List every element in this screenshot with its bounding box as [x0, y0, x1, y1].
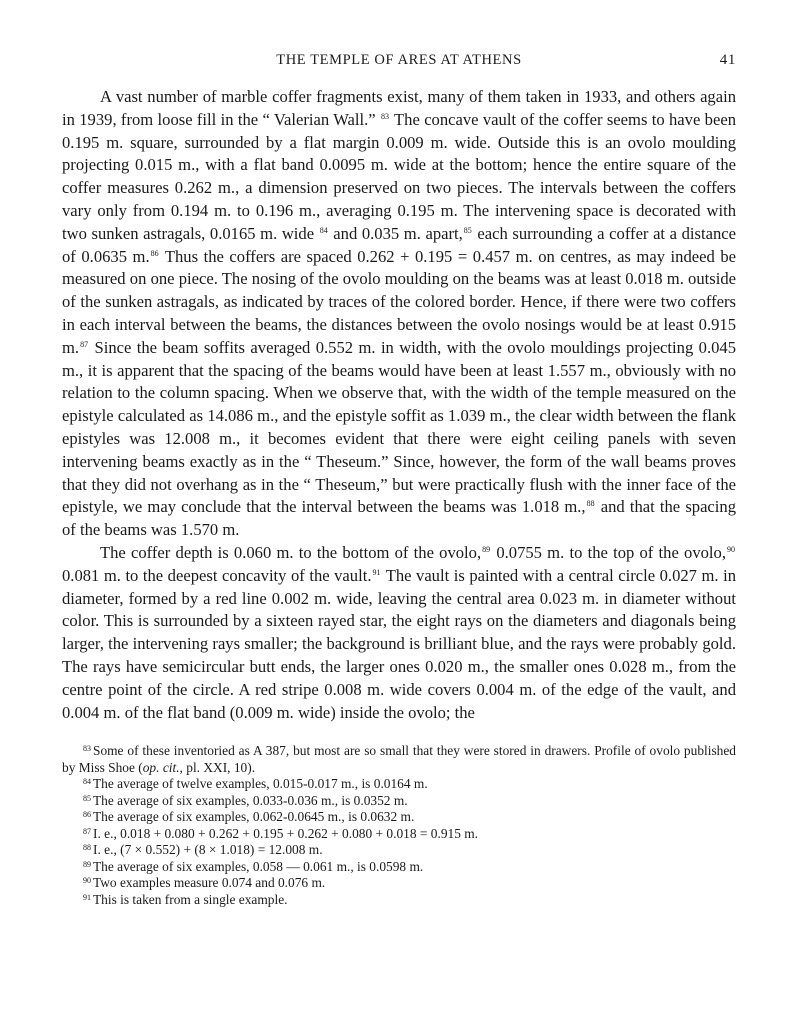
footnote-ref: 89 [482, 544, 491, 554]
footnote-number: 85 [83, 793, 91, 803]
running-head [62, 48, 736, 74]
footnote: $^{87}$ I. e., 0.018 + 0.080 + 0.262 + 0.195 + 0.262 + 0.080 + 0.018 = 0.915 m. [83, 825, 479, 841]
paragraph: The coffer depth is 0.060 m. to the bottom of the ovolo,$^{89}$ 0.0755 m. to the top of the ovolo,$^{90}$ 0.081 m. to the deepest concavity of the vault.$^{91}$ The vault is painted with a central circle 0.027 m. in diameter, formed by a red line 0.002 m. wide, leaving the central area 0.023 m. in diameter without color. This is surrounded by a sixteen rayed star, the eight rays on the diameters and diagonals being larger, the intervening rays smaller; the background is brilliant blue, and the rays were probably gold. The rays have semicircular butt ends, the larger ones 0.020 m., the smaller ones 0.028 m., from the centre point of the circle. A red stripe 0.008 m. wide covers 0.004 m. of the edge of the vault, and 0.004 m. of the flat band (0.009 m. wide) inside the ovolo; the [62, 542, 736, 722]
footnote-ref: 91 [372, 567, 381, 577]
footnote-number: 83 [83, 744, 91, 754]
running-title: THE TEMPLE OF ARES AT ATHENS [276, 52, 522, 68]
journal-page [62, 48, 736, 908]
footnote-ref: 87 [80, 339, 89, 349]
page-number: 41 [719, 52, 736, 68]
footnote: $^{89}$ The average of six examples, 0.058 — 0.061 m., is 0.0598 m. [83, 858, 424, 874]
footnote-ref: 83 [381, 111, 389, 121]
footnote: $^{90}$ Two examples measure 0.074 and 0.076 m. [83, 875, 326, 891]
footnote: $^{86}$ The average of six examples, 0.062-0.0645 m., is 0.0632 m. [83, 809, 415, 825]
footnote-number: 84 [83, 777, 91, 787]
footnote: $^{88}$ I. e., (7 × 0.552) + (8 × 1.018) = 12.008 m. [83, 842, 323, 858]
footnote-number: 89 [83, 859, 91, 869]
paragraph: A vast number of marble coffer fragments exist, many of them taken in 1933, and others again in 1939, from loose fill in the “ Valerian Wall.” $^{83}$ The concave vault of the coffer seems to have been 0.195 m. square, surrounded by a flat margin 0.009 m. wide. Outside this is an ovolo moulding projecting 0.015 m., with a flat band 0.0095 m. wide at the bottom; hence the entire square of the coffer measures 0.262 m., a dimension preserved on two pieces. The intervals between the coffers vary only from 0.194 m. to 0.196 m., averaging 0.195 m. The intervening space is decorated with two sunken astragals, 0.0165 m. wide $^{84}$ and 0.035 m. apart,$^{85}$ each surrounding a coffer at a distance of 0.0635 m.$^{86}$ Thus the coffers are spaced 0.262 + 0.195 = 0.457 m. on centres, as may indeed be measured on one piece. The nosing of the ovolo moulding on the beams was at least 0.018 m. outside of the sunken astragals, as indicated by traces of the colored border. Hence, if there were two coffers in each interval between the beams, the distances between the ovolo nosings would be at least 0.915 m.$^{87}$ Since the beam soffits averaged 0.552 m. in width, with the ovolo mouldings projecting 0.045 m., it is apparent that the spacing of the beams would have been at least 1.557 m., obviously with no relation to the column spacing. When we observe that, with the width of the temple measured on the epistyle calculated as 14.086 m., and the epistyle soffit as 1.039 m., the clear width between the flank epistyles was 12.008 m., it becomes evident that there were eight ceiling panels with seven intervening beams exactly as in the “ Theseum.” Since, however, the form of the wall beams proves that they did not overhang as in the “ Theseum,” but were practically flush with the inner face of the epistyle, we may conclude that the interval between the beams was 1.018 m.,$^{88}$ and that the spacing of the beams was 1.570 m. [62, 87, 737, 540]
footnote-number: 90 [83, 876, 91, 886]
body-text [62, 86, 736, 724]
footnote-number: 88 [83, 843, 91, 853]
citation-italic: op. cit., [142, 759, 183, 775]
footnote-ref: 84 [319, 225, 328, 235]
footnotes [62, 743, 736, 908]
footnote-ref: 90 [727, 544, 735, 554]
footnote-number: 91 [83, 892, 91, 902]
footnote: $^{83}$ Some of these inventoried as A 387, but most are so small that they were stored in drawers. Profile of ovolo published by Miss Shoe (op. cit., pl. XXI, 10). [62, 743, 736, 775]
footnote: $^{85}$ The average of six examples, 0.033-0.036 m., is 0.0352 m. [83, 792, 408, 808]
footnote-number: 86 [83, 810, 91, 820]
footnote-ref: 86 [150, 248, 159, 258]
footnote-ref: 88 [586, 499, 595, 509]
footnote-ref: 85 [463, 225, 472, 235]
footnote-number: 87 [83, 826, 91, 836]
footnote: $^{91}$ This is taken from a single example. [83, 891, 288, 907]
footnote: $^{84}$ The average of twelve examples, 0.015-0.017 m., is 0.0164 m. [83, 776, 428, 792]
